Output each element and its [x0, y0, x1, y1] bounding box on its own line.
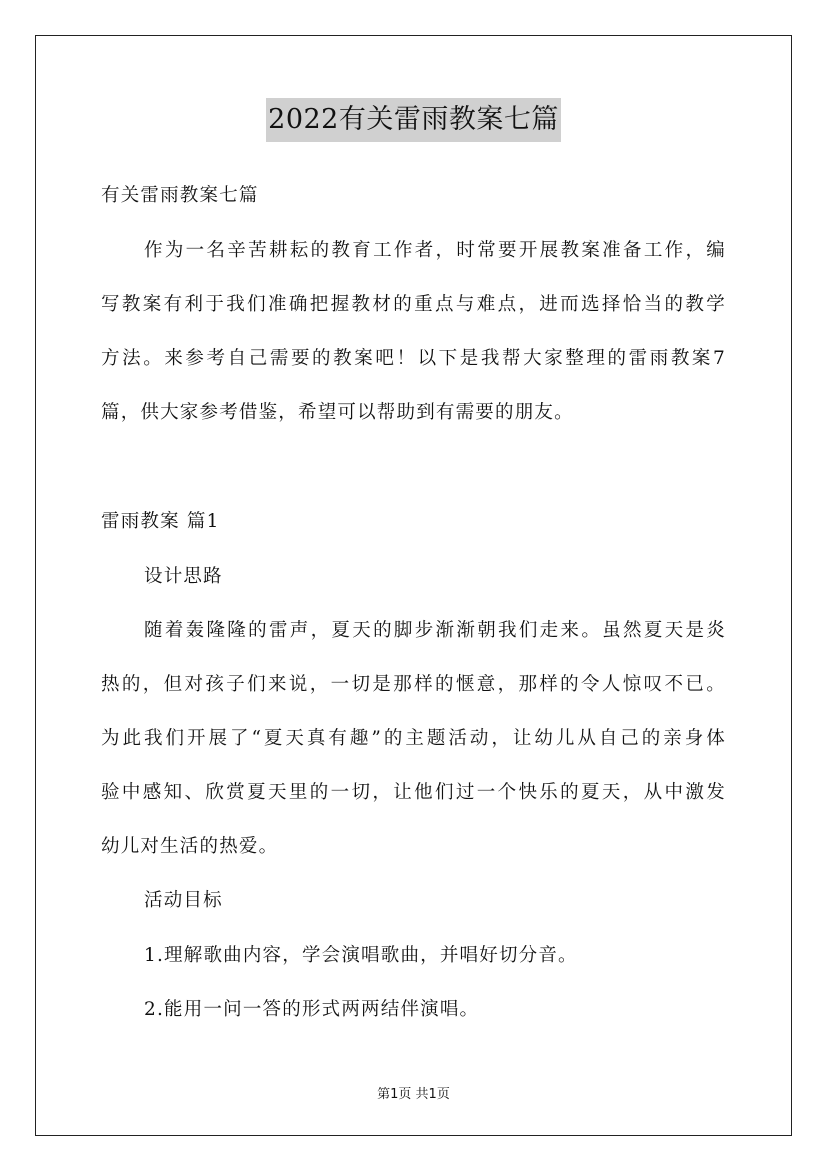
intro-line-1: 作为一名辛苦耕耘的教育工作者，时常要开展教案准备工作，编	[144, 240, 726, 261]
goal-item-1: 1.理解歌曲内容，学会演唱歌曲，并唱好切分音。	[144, 945, 578, 966]
section-heading: 雷雨教案 篇1	[101, 511, 220, 532]
goals-heading: 活动目标	[144, 890, 223, 911]
goal-item-2: 2.能用一问一答的形式两两结伴演唱。	[144, 999, 480, 1020]
design-line-2: 热的，但对孩子们来说，一切是那样的惬意，那样的令人惊叹不已。	[101, 674, 726, 695]
page-footer: 第1页 共1页	[377, 1087, 450, 1102]
design-line-5: 幼儿对生活的热爱。	[101, 836, 279, 857]
title-container	[0, 98, 827, 142]
intro-line-4: 篇，供大家参考借鉴，希望可以帮助到有需要的朋友。	[101, 402, 574, 423]
intro-line-3: 方法。来参考自己需要的教案吧！以下是我帮大家整理的雷雨教案7	[101, 348, 726, 369]
design-line-3: 为此我们开展了“夏天真有趣”的主题活动，让幼儿从自己的亲身体	[101, 728, 726, 749]
design-heading: 设计思路	[144, 566, 223, 587]
document-subtitle: 有关雷雨教案七篇	[101, 185, 259, 206]
design-line-1: 随着轰隆隆的雷声，夏天的脚步渐渐朝我们走来。虽然夏天是炎	[144, 620, 726, 641]
intro-line-2: 写教案有利于我们准确把握教材的重点与难点，进而选择恰当的教学	[101, 294, 726, 315]
design-line-4: 验中感知、欣赏夏天里的一切，让他们过一个快乐的夏天，从中激发	[101, 782, 726, 803]
document-title: 2022有关雷雨教案七篇	[266, 98, 561, 142]
